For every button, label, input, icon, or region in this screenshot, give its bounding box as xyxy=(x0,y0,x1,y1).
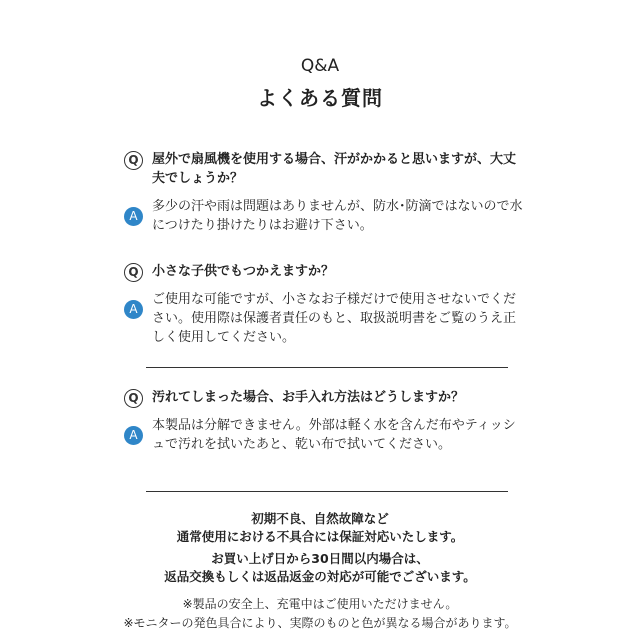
q-badge-icon: Q xyxy=(124,263,143,282)
answer-text: ご使用な可能ですが、小さなお子様だけで使用させないでください。使用際は保護者責任のもと、取扱説明書をご覧のうえ正しく使用してください。 xyxy=(152,292,517,345)
question-text: 汚れてしまった場合、お手入れ方法はどうしますか？ xyxy=(152,390,465,405)
warranty-line-2: 通常使用における不具合には保証対応いたします。 xyxy=(176,529,464,544)
faq-item-1 xyxy=(124,150,524,235)
divider xyxy=(146,491,508,492)
page-title: よくある質問 xyxy=(257,86,383,110)
question-row xyxy=(124,150,524,188)
a-badge-icon: A xyxy=(124,426,143,445)
return-notice xyxy=(0,550,640,586)
return-line-1: お買い上げ日から30日間以内場合は、 xyxy=(211,551,429,566)
title-en: Q&A xyxy=(300,56,340,76)
footnote-safety: ※製品の安全上、充電中はご使用いただけません。 xyxy=(182,597,458,611)
q-badge-icon: Q xyxy=(124,151,143,170)
answer-text: 多少の汗や雨は問題はありませんが、防水･防滴ではないので水につけたり掛けたりはお避け下さい。 xyxy=(152,199,523,233)
answer-row xyxy=(124,290,524,347)
answer-text: 本製品は分解できません。外部は軽く水を含んだ布やティッシュで汚れを拭いたあと、乾い布で拭いてください。 xyxy=(152,418,516,452)
warranty-notice xyxy=(0,510,640,546)
warranty-line-1: 初期不良、自然故障など xyxy=(251,511,389,526)
question-text: 小さな子供でもつかえますか？ xyxy=(152,264,335,279)
a-badge-icon: A xyxy=(124,300,143,319)
faq-item-3 xyxy=(124,388,524,454)
answer-row xyxy=(124,416,524,454)
question-row xyxy=(124,388,524,407)
answer-row xyxy=(124,197,524,235)
footnote-color: ※モニターの発色具合により、実際のものと色が異なる場合があります。 xyxy=(123,616,517,630)
question-text: 屋外で扇風機を使用する場合、汗がかかると思いますが、大丈夫でしょうか？ xyxy=(152,152,517,186)
faq-item-2 xyxy=(124,262,524,347)
q-badge-icon: Q xyxy=(124,389,143,408)
question-row xyxy=(124,262,524,281)
divider xyxy=(146,367,508,368)
a-badge-icon: A xyxy=(124,207,143,226)
return-line-2: 返品交換もしくは返品返金の対応が可能でございます。 xyxy=(164,569,476,584)
